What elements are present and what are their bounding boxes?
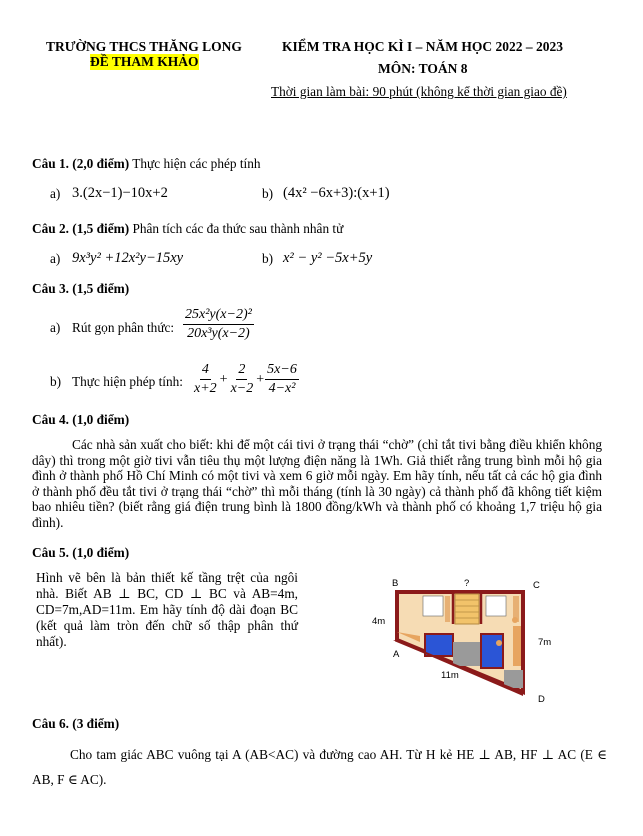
storage-right <box>504 670 523 688</box>
plus-sign: + <box>256 371 265 387</box>
school-name: TRƯỜNG THCS THĂNG LONG <box>46 39 242 54</box>
chair <box>496 640 502 646</box>
question-6-body: Cho tam giác ABC vuông tại A (AB<AC) và đường cao AH. Từ H kẻ HE ⊥ AB, HF ⊥ AC (E ∈ AB, F ∈ AC). <box>32 747 607 787</box>
question-1-prompt: Thực hiện các phép tính <box>132 156 261 171</box>
bathroom-right <box>481 634 503 668</box>
exam-duration: Thời gian làm bài: 90 phút (không kể thời gian giao đề) <box>271 84 567 99</box>
counter <box>513 626 521 666</box>
question-2-heading <box>32 221 343 237</box>
reference-badge: ĐỀ THAM KHẢO <box>90 54 199 69</box>
question-1b-label: b) <box>262 186 274 201</box>
question-3b-expression <box>192 362 299 397</box>
fraction-1-numerator: 4 <box>200 362 211 380</box>
question-2-prompt: Phân tích các đa thức sau thành nhân tử <box>132 221 344 236</box>
question-3b-label: b) <box>50 374 62 389</box>
question-3b-text: Thực hiện phép tính: <box>72 374 183 389</box>
question-1-heading <box>32 156 261 172</box>
question-1a-expression: 3.(2x−1)−10x+2 <box>72 185 168 201</box>
fraction-3-denominator: 4−x² <box>268 381 296 396</box>
staircase <box>455 594 479 624</box>
question-2a-expression: 9x³y² +12x²y−15xy <box>72 250 184 266</box>
question-3-title: Câu 3. (1,5 điểm) <box>32 281 130 296</box>
question-2b-expression: x² − y² −5x+5y <box>283 250 373 266</box>
length-ab-label: 4m <box>372 616 386 627</box>
fraction-1-denominator: x+2 <box>194 381 217 396</box>
question-5-title: Câu 5. (1,0 điểm) <box>32 545 130 560</box>
question-1-title: Câu 1. (2,0 điểm) <box>32 156 130 171</box>
fraction-numerator: 25x²y(x−2)² <box>183 307 254 325</box>
length-ad-label: 11m <box>441 670 459 681</box>
bed-left <box>423 596 443 616</box>
point-c-label: C <box>533 580 540 591</box>
question-1a-label: a) <box>50 186 61 201</box>
exam-title: KIỂM TRA HỌC KÌ I – NĂM HỌC 2022 – 2023 <box>282 39 564 54</box>
question-3a-fraction <box>183 307 254 342</box>
fraction-2-denominator: x−2 <box>230 381 254 396</box>
point-a-label: A <box>393 649 400 660</box>
question-6-title: Câu 6. (3 điểm) <box>32 716 120 731</box>
point-d-label: D <box>538 694 545 705</box>
question-1b-expression: (4x² −6x+3):(x+1) <box>283 185 390 201</box>
plus-sign: + <box>219 371 228 387</box>
question-5-body: Hình vẽ bên là bản thiết kế tầng trệt của ngôi nhà. Biết AB ⊥ BC, CD ⊥ BC và AB=4m, CD=7m,AD=11m. Em hãy tính độ dài đoạn BC (kết quả làm tròn đến chữ số thập phân thứ nhất). <box>36 570 298 649</box>
fraction-denominator: 20x³y(x−2) <box>187 326 250 341</box>
subject-title: MÔN: TOÁN 8 <box>378 61 468 76</box>
question-2-title: Câu 2. (1,5 điểm) <box>32 221 130 236</box>
length-cd-label: 7m <box>538 637 552 648</box>
plant <box>512 617 518 623</box>
fraction-3-numerator: 5x−6 <box>265 362 299 380</box>
unknown-bc-label: ? <box>464 578 470 589</box>
question-3a-label: a) <box>50 320 61 335</box>
question-2a-label: a) <box>50 251 61 266</box>
fraction-2-numerator: 2 <box>236 362 247 380</box>
bathroom-left <box>425 634 453 656</box>
bed-right <box>486 596 506 616</box>
point-b-label: B <box>392 578 399 589</box>
floor-plan-figure <box>360 570 560 710</box>
floor-plan-drawing <box>360 570 560 710</box>
storage-left <box>453 642 481 666</box>
question-4-title: Câu 4. (1,0 điểm) <box>32 412 130 427</box>
question-4-body: Các nhà sản xuất cho biết: khi để một cái tivi ở trạng thái “chờ” (chỉ tắt tivi bằng điều khiển không dây) thì trong một giờ tivi vẫn tiêu thụ một lượng điện năng là 1Wh. Giả thiết rằng trung bình mỗi hộ gia đình ở thành phố Hồ Chí Minh có một tivi và xem 6 giờ mỗi ngày. Em hãy tính, nếu tất cả các hộ gia đình ở thành phố đều tắt tivi ở trạng thái “chờ” thì mỗi tháng (tính là 30 ngày) cả thành phố đã không tiết kiệm bao nhiêu tiền? (biết rằng giá điện trung bình là 1800 đồng/kWh và thành phố có khoảng 1,7 triệu hộ gia đình). <box>32 437 602 530</box>
question-2b-label: b) <box>262 251 274 266</box>
wardrobe-left <box>445 596 450 622</box>
question-3a-text: Rút gọn phân thức: <box>72 320 175 335</box>
